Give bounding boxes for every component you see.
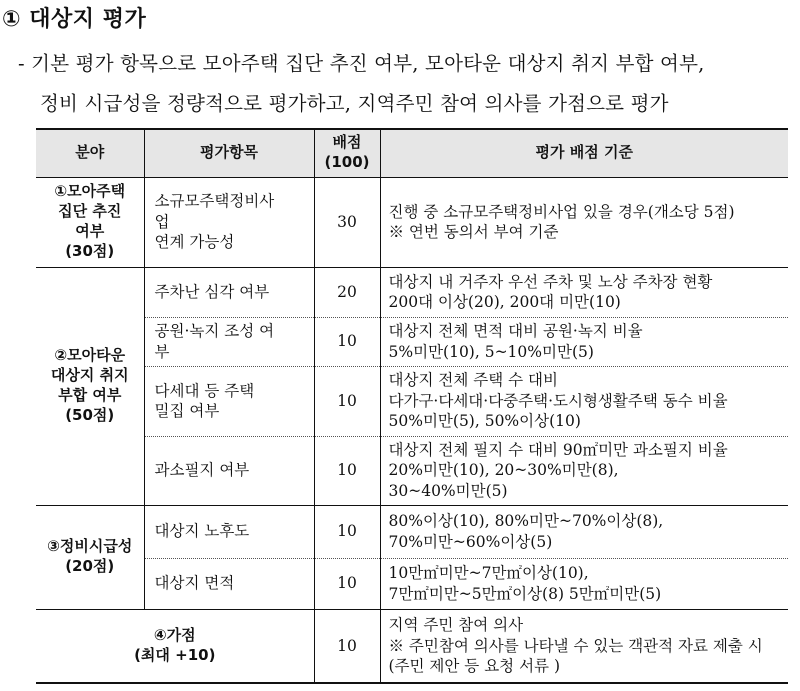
criteria-cell: 10만㎡미만~7만㎡이상(10), 7만㎡미만~5만㎡이상(8) 5만㎡미만(5) xyxy=(380,558,788,609)
criteria-cell: 대상지 내 거주자 우선 주차 및 노상 주차장 현황 200대 이상(20), 200대 미만(10) xyxy=(380,267,788,317)
intro-line-1: - 기본 평가 항목으로 모아주택 집단 추진 여부, 모아타운 대상지 취지 부합 여부, xyxy=(18,52,705,75)
criteria-cell: 대상지 전체 주택 수 대비 다가구·다세대·다중주택·도시형생활주택 동수 비율 50%미만(5), 50%이상(10) xyxy=(380,366,788,436)
item-cell: 공원·녹지 조성 여 부 xyxy=(144,317,314,366)
criteria-cell: 80%이상(10), 80%미만~70%이상(8), 70%미만~60%이상(5) xyxy=(380,505,788,558)
table-row xyxy=(36,177,788,267)
category-cell: ②모아타운 대상지 취지 부합 여부 (50점) xyxy=(36,267,144,505)
intro-line-2: 정비 시급성을 정량적으로 평가하고, 지역주민 참여 의사를 가점으로 평가 xyxy=(40,92,669,115)
criteria-cell: 지역 주민 참여 의사 ※ 주민참여 의사를 나타낼 수 있는 객관적 자료 제출 시 (주민 제안 등 요청 서류 ) xyxy=(380,609,788,683)
score-cell: 10 xyxy=(314,317,380,366)
score-cell: 20 xyxy=(314,267,380,317)
criteria-cell: 대상지 전체 필지 수 대비 90㎡미만 과소필지 비율 20%미만(10), 20~30%미만(8), 30~40%미만(5) xyxy=(380,436,788,505)
table-row xyxy=(36,267,788,317)
score-cell: 30 xyxy=(314,177,380,267)
header-criteria: 평가 배점 기준 xyxy=(380,129,788,177)
criteria-cell: 진행 중 소규모주택정비사업 있을 경우(개소당 5점) ※ 연번 동의서 부여 기준 xyxy=(380,177,788,267)
header-field: 분야 xyxy=(36,129,144,177)
score-cell: 10 xyxy=(314,505,380,558)
item-cell: 다세대 등 주택 밀집 여부 xyxy=(144,366,314,436)
table-row xyxy=(36,609,788,683)
score-cell: 10 xyxy=(314,366,380,436)
table-row xyxy=(36,366,788,436)
table-row xyxy=(36,558,788,609)
table-header-row xyxy=(36,129,788,177)
item-cell: 과소필지 여부 xyxy=(144,436,314,505)
criteria-cell: 대상지 전체 면적 대비 공원·녹지 비율 5%미만(10), 5~10%미만(5) xyxy=(380,317,788,366)
table-row xyxy=(36,436,788,505)
item-cell: 대상지 면적 xyxy=(144,558,314,609)
evaluation-table xyxy=(36,128,788,684)
score-cell: 10 xyxy=(314,436,380,505)
header-item: 평가항목 xyxy=(144,129,314,177)
item-cell: 대상지 노후도 xyxy=(144,505,314,558)
item-cell: 소규모주택정비사 업 연계 가능성 xyxy=(144,177,314,267)
table-row xyxy=(36,317,788,366)
item-cell: 주차난 심각 여부 xyxy=(144,267,314,317)
table-row xyxy=(36,505,788,558)
category-cell: ①모아주택 집단 추진 여부 (30점) xyxy=(36,177,144,267)
category-cell: ③정비시급성 (20점) xyxy=(36,505,144,609)
section-title: ① 대상지 평가 xyxy=(2,7,147,32)
score-cell: 10 xyxy=(314,558,380,609)
header-score: 배점 (100) xyxy=(314,129,380,177)
score-cell: 10 xyxy=(314,609,380,683)
category-cell: ④가점 (최대 +10) xyxy=(36,609,314,683)
